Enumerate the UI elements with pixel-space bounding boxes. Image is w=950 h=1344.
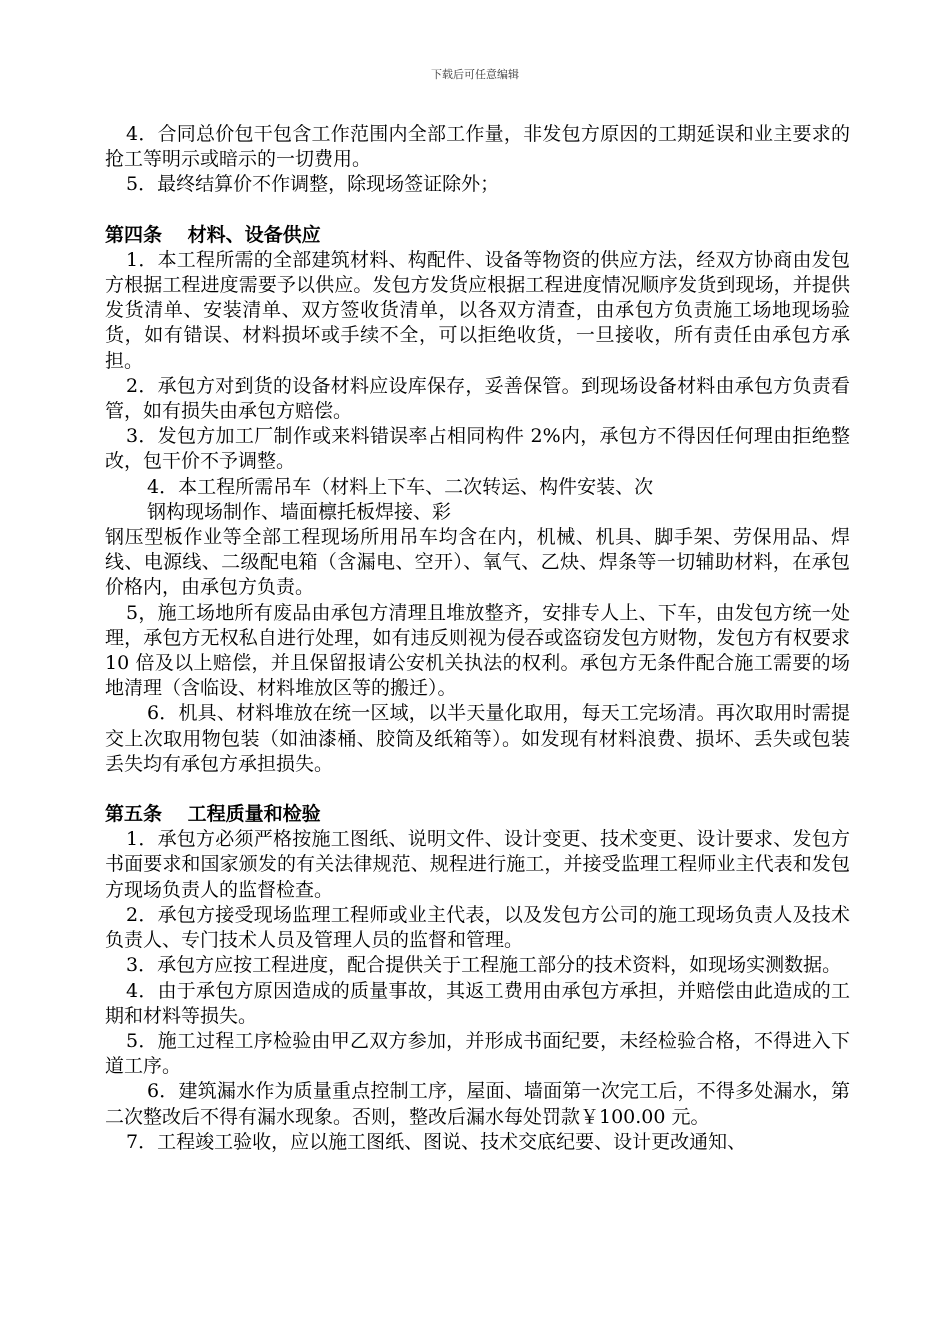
article-5-item-5: 5．施工过程工序检验由甲乙双方参加，并形成书面纪要，未经检验合格，不得进入下道工序。 — [105, 1029, 850, 1078]
article-5-item-7: 7．工程竣工验收，应以施工图纸、图说、技术交底纪要、设计更改通知、 — [126, 1130, 747, 1153]
article-4-item-2: 2．承包方对到货的设备材料应设库保存，妥善保管。到现场设备材料由承包方负责看管，如有损失由承包方赔偿。 — [105, 374, 850, 423]
article-4-item-4-line-b: 钢构现场制作、墙面檩托板焊接、彩 — [147, 500, 452, 523]
document-body — [105, 122, 850, 1155]
article-5-item-2: 2．承包方接受现场监理工程师或业主代表，以及发包方公司的施工现场负责人及技术负责人、专门技术人员及管理人员的监督和管理。 — [105, 903, 850, 952]
spacer — [105, 777, 850, 802]
article-4-item-4-line-a: 4．本工程所需吊车（材料上下车、二次转运、构件安装、次 — [147, 475, 654, 498]
page-header: 下载后可任意编辑 — [431, 68, 519, 81]
spacer — [105, 198, 850, 223]
article-4-item-1: 1．本工程所需的全部建筑材料、构配件、设备等物资的供应方法，经双方协商由发包方根据工程进度需要予以供应。发包方发货应根据工程进度情况顺序发货到现场，并提供发货清单、安装清单、双方签收货清单，以各双方清查，由承包方负责施工场地现场验货，如有错误、材料损坏或手续不全，可以拒绝收货，一旦接收，所有责任由承包方承担。 — [105, 248, 850, 372]
section-heading-article-4: 第四条 材料、设备供应 — [105, 223, 321, 246]
clause-3-item-4: 4．合同总价包干包含工作范围内全部工作量，非发包方原因的工期延误和业主要求的抢工等明示或暗示的一切费用。 — [105, 123, 850, 171]
article-4-item-3: 3．发包方加工厂制作或来料错误率占相同构件 2%内，承包方不得因任何理由拒绝整改，包干价不予调整。 — [105, 425, 850, 473]
article-4-item-5: 5，施工场地所有废品由承包方清理且堆放整齐，安排专人上、下车，由发包方统一处理，承包方无权私自进行处理，如有违反则视为侵吞或盗窃发包方财物，发包方有权要求 10 倍及以上赔偿，并且保留报请公安机关执法的权利。承包方无条件配合施工需要的场地清理（含临设、材料堆放区等的搬迁）。 — [105, 601, 850, 700]
clause-3-item-5: 5．最终结算价不作调整，除现场签证除外； — [126, 173, 500, 196]
article-5-item-6: 6．建筑漏水作为质量重点控制工序，屋面、墙面第一次完工后，不得多处漏水，第二次整改后不得有漏水现象。否则，整改后漏水每处罚款￥100.00 元。 — [105, 1080, 850, 1128]
article-5-item-4: 4．由于承包方原因造成的质量事故，其返工费用由承包方承担，并赔偿由此造成的工期和材料等损失。 — [105, 979, 850, 1027]
article-4-item-6: 6．机具、材料堆放在统一区域，以半天量化取用，每天工完场清。再次取用时需提交上次取用物包装（如油漆桶、胶筒及纸箱等）。如发现有材料浪费、损坏、丢失或包装丢失均有承包方承担损失。 — [105, 702, 850, 775]
article-4-item-4-line-c: 钢压型板作业等全部工程现场所用吊车均含在内，机械、机具、脚手架、劳保用品、焊线、电源线、二级配电箱（含漏电、空开）、氧气、乙炔、焊条等一切辅助材料，在承包价格内，由承包方负责。 — [105, 526, 850, 599]
article-5-item-1: 1．承包方必须严格按施工图纸、说明文件、设计变更、技术变更、设计要求、发包方书面要求和国家颁发的有关法律规范、规程进行施工，并接受监理工程师业主代表和发包方现场负责人的监督检查。 — [105, 828, 850, 901]
article-5-item-3: 3．承包方应按工程进度，配合提供关于工程施工部分的技术资料，如现场实测数据。 — [126, 954, 842, 977]
section-heading-article-5: 第五条 工程质量和检验 — [105, 803, 321, 826]
